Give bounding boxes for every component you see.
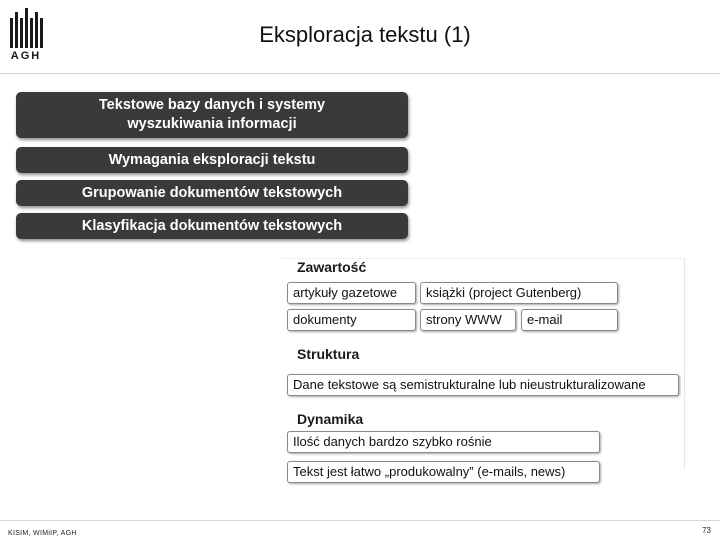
footer-divider [0, 520, 720, 521]
topic-box-line: Wymagania eksploracji tekstu [108, 151, 316, 168]
chip-documents: dokumenty [287, 309, 416, 331]
chip-email: e-mail [521, 309, 618, 331]
chip-books: książki (project Gutenberg) [420, 282, 618, 304]
section-title-content: Zawartość [297, 259, 367, 275]
footer-affiliation: KISIM, WIMiIP, AGH [8, 530, 77, 537]
text-characteristics-panel [282, 258, 685, 479]
topic-box-text-databases [16, 92, 408, 138]
title-divider [0, 73, 720, 74]
chip-web-pages: strony WWW [420, 309, 516, 331]
logo-text: AGH [10, 50, 42, 62]
section-title-structure: Struktura [297, 346, 360, 362]
topic-box-line: Klasyfikacja dokumentów tekstowych [81, 217, 343, 234]
chip-data-growth: Ilość danych bardzo szybko rośnie [287, 431, 600, 453]
page-number: 73 [702, 526, 711, 535]
section-title-dynamics: Dynamika [297, 411, 364, 427]
topic-box-line: Grupowanie dokumentów tekstowych [81, 184, 343, 201]
topic-box-clustering [16, 180, 408, 206]
topic-box-line: Tekstowe bazy danych i systemy [98, 97, 326, 113]
topic-box-classification [16, 213, 408, 239]
chip-semistructured: Dane tekstowe są semistrukturalne lub nieustrukturalizowane [287, 374, 679, 396]
chip-text-producible: Tekst jest łatwo „produkowalny” (e-mails, news) [287, 461, 600, 483]
topic-box-line: wyszukiwania informacji [127, 116, 297, 132]
topic-box-requirements [16, 147, 408, 173]
chip-news-articles: artykuły gazetowe [287, 282, 416, 304]
page-title: Eksploracja tekstu (1) [259, 22, 471, 47]
